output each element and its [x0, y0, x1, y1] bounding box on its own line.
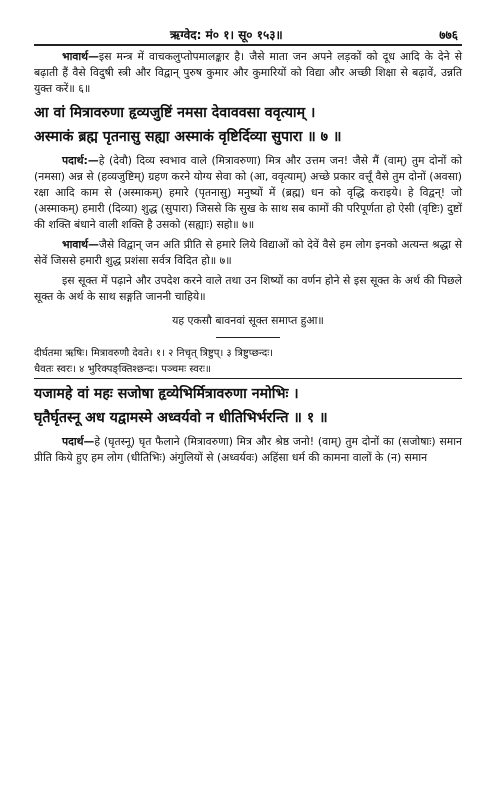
bhavartha-6	[34, 49, 462, 97]
rishi-devata-line-1: दीर्घतमा ऋषिः। मित्रावरुणौ देवते। १। २ निचृत् त्रिष्टुप्। ३ त्रिष्टुप्छन्दः।	[34, 348, 274, 359]
bhavartha-label: भावार्थ—	[62, 50, 99, 63]
sukta-completion: यह एकसौ बावनवां सूक्त समाप्त हुआ॥	[172, 314, 324, 327]
mantra-1-line-1: यजामहे वां महः सजोषा हृव्येभिर्मित्रावरुणा नमोभिः ।	[34, 386, 299, 402]
padartha-text: हे (घृतस्नू) घृत फैलाने (मित्रावरुणा) मित्र और श्रेष्ठ जनो! (वाम्) तुम दोनों का (सजोषाः) समान प्रीति किये हुए हम लोग (धीतिभिः) अंगुलियों से (अध्वर्यवः) अहिंसा धर्म की कामना वालों के (न) समान	[34, 435, 462, 464]
bhavartha-text: इस मन्त्र में वाचकलुप्तोपमालङ्कार है। जैसे माता जन अपने लड़कों को दूध आदि के देने से बढ़ाती हैं वैसे विदुषी स्त्री और विद्वान् पुरुष कुमार और कुमारियों को विद्या और अच्छी शिक्षा से बढ़ावें, उन्नति युक्त करें॥ ६॥	[34, 50, 462, 95]
mantra-1-line-2: घृतैर्घृतस्नू अध यद्वामस्मे अध्वर्यवो न धीतिभिर्भरन्ति ॥ १ ॥	[34, 410, 328, 426]
bhavartha-label: भावार्थ—	[62, 238, 99, 251]
meta-rule	[34, 378, 462, 379]
page-header	[34, 18, 462, 44]
header-rule	[34, 44, 462, 46]
bhavartha-text: जैसे विद्वान् जन अति प्रीति से हमारे लिये विद्याओं को देवें वैसे हम लोग इनको अत्यन्त श्रद्धा से सेवें जिससे हमारी शुद्ध प्रशंसा सर्वत्र विदित हो॥ ७॥	[34, 238, 462, 267]
sukta-summary: इस सूक्त में पढ़ाने और उपदेश करने वाले तथा उन शिष्यों का वर्णन होने से इस सूक्त के अर्थ की पिछले सूक्त के अर्थ के साथ सङ्गति जाननी चाहिये॥	[34, 274, 462, 303]
padartha-text: हे (देवौ) दिव्य स्वभाव वाले (मित्रावरुणा) मित्र और उत्तम जन! जैसे मैं (वाम्) तुम दोनों को (नमसा) अन्न से (हव्यजुष्टिम्) ग्रहण करने योग्य सेवा को (आ, ववृत्याम्) अच्छे प्रकार वर्त्तूं वैसे तुम दोनों (अवसा) रक्षा आदि काम से (अस्माकम्) हमारे (पृतनासु) मनुष्यों में (ब्रह्म) धन को वृद्धि कराइये। हे विद्वन्! जो (अस्माकम्) हमारी (दिव्या) शुद्ध (सुपारा) जिससे कि सुख के साथ सब कामों की परिपूर्णता हो ऐसी (वृष्टिः) दुष्टों की शक्ति बंधाने वाली शक्ति है उसको (सह्याः) सहो॥ ७॥	[34, 154, 462, 231]
page	[0, 18, 484, 808]
bhavartha-7	[34, 237, 462, 269]
rishi-devata-line-2: धैवतः स्वरः। ४ भुरिक्पङ्क्तिश्छन्दः। पञ्चमः स्वरः॥	[34, 364, 211, 375]
padartha-1	[34, 434, 462, 466]
running-title: ऋग्वेद: मं० १। सू० १५३॥	[170, 28, 283, 42]
padartha-7	[34, 153, 462, 233]
mantra-7-line-2: अस्माकं ब्रह्म पृतनासु सह्या अस्माकं वृष्टिर्दिव्या सुपारा ॥ ७ ॥	[34, 129, 342, 145]
padartha-label: पदार्थ—	[62, 435, 95, 448]
padartha-label: पदार्थ:—	[62, 154, 99, 167]
mantra-7-line-1: आ वां मित्रावरुणा हृव्यजुष्टिं नमसा देवाववसा ववृत्याम् ।	[34, 105, 316, 121]
page-number: ७७६	[439, 28, 458, 42]
